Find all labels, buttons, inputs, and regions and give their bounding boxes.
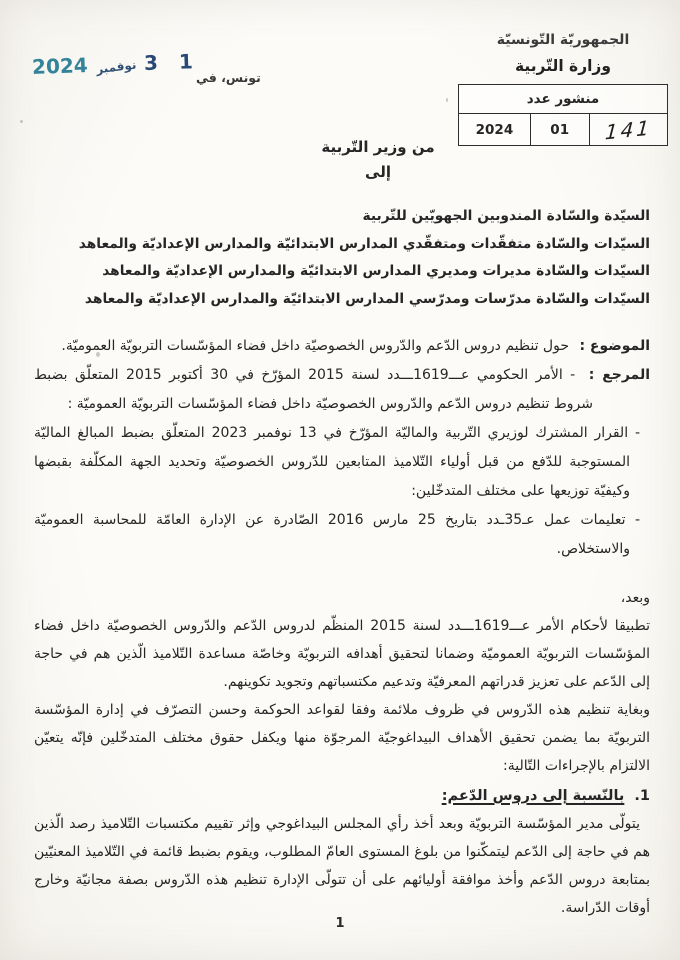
- circular-number-table: [458, 84, 668, 146]
- recipient-line: السيّدة والسّادة المندوبين الجهويّين للتّربية: [362, 208, 650, 224]
- scan-speck: [446, 98, 448, 102]
- circular-title-cell: منشور عدد: [459, 85, 668, 114]
- body-text: [34, 584, 650, 922]
- section-heading: [34, 782, 650, 810]
- ministry-title: وزارة التّربية: [515, 57, 611, 75]
- place-date-label: تونس، في: [196, 70, 261, 85]
- republic-title: الجمهوريّة التّونسيّة: [496, 32, 630, 48]
- section-title: بالنّسبة إلى دروس الدّعم:: [441, 788, 625, 804]
- subject-text: حول تنظيم دروس الدّعم والدّروس الخصوصيّة داخل فضاء المؤسّسات التربويّة العموميّة.: [61, 338, 569, 354]
- page-number: 1: [335, 916, 345, 931]
- recipient-line: السيّدات والسّادة مدرّسات ومدرّسي المدارس الابتدائيّة والمدارس الإعداديّة والمعاهد: [84, 290, 650, 307]
- recipients-list: [40, 203, 650, 313]
- subject-label: الموضوع :: [579, 338, 650, 354]
- reference-label: المرجع :: [588, 367, 650, 383]
- scan-speck: [20, 120, 23, 123]
- from-to-block: [38, 138, 680, 181]
- body-paragraph: وبغاية تنظيم هذه الدّروس في ظروف ملائمة وفقا لقواعد الحوكمة وحسن التصرّف في إدارة المؤسّسة التربويّة بما يضمن تحقيق الأهداف البيداغوجيّة المرجوّة منها ويكفل حقوق مختلف المتدخّلين فإنّه يتعيّن الالتزام بالإجراءات التّالية:: [34, 702, 650, 774]
- date-stamp: [32, 49, 201, 79]
- reference-item: - تعليمات عمل عـ35ـدد بتاريخ 25 مارس 2016 الصّادرة عن الإدارة العامّة للمحاسبة العموميّة والاستخلاص.: [34, 512, 640, 557]
- handwritten-serial: 141: [603, 114, 653, 145]
- recipient-line: السيّدات والسّادة مديرات ومديري المدارس الابتدائيّة والمدارس الإعداديّة والمعاهد: [102, 263, 650, 279]
- section-number: 1.: [634, 788, 650, 804]
- stamp-month: نوفمبر: [95, 57, 137, 77]
- subject-line: [34, 332, 650, 361]
- circular-month-cell: 01: [530, 114, 589, 146]
- opening-word: وبعد،: [620, 590, 650, 606]
- reference-item: [34, 361, 650, 419]
- from-line: من وزير التّربية: [321, 138, 435, 156]
- letterhead: [458, 32, 668, 146]
- recipient-line: السيّدات والسّادة متفقّدات ومتفقّدي المدارس الابتدائيّة والمدارس الإعداديّة والمعاهد: [78, 235, 650, 252]
- stamp-day: 1 3: [143, 49, 201, 76]
- reference-item: - القرار المشترك لوزيري التّربية والماليّة المؤرّخ في 13 نوفمبر 2023 المتعلّق بضبط المبالغ الماليّة المستوجبة للدّفع من قبل أولياء التّلاميذ المتابعين للدّروس الخصوصيّة وتحديد الجهة المكلّفة بقبضها وكيفيّة توزيعها على مختلف المتدخّلين:: [34, 425, 641, 499]
- section-paragraph: يتولّى مدير المؤسّسة التربويّة وبعد أخذ رأي المجلس البيداغوجي وإثر تقييم مكتسبات التّلاميذ رصد الّذين هم في حاجة إلى الدّعم ليتمكّنوا من بلوغ المستوى العامّ المطلوب، ويقوم بضبط قائمة في التّلاميذ المعنيّين بمتابعة دروس الدّعم وأخذ موافقة أوليائهم على أن تتولّى الإدارة تنظيم هذه الدّروس بصفة مجانيّة وخارج أوقات الدّراسة.: [34, 816, 650, 916]
- reference-text: - الأمر الحكومي عـــ1619ـــدد لسنة 2015 المؤرّخ في 30 أكتوبر 2015 المتعلّق بضبط شروط تنظيم دروس الدّعم والدّروس الخصوصيّة داخل فضاء المؤسّسات التربويّة العموميّة :: [34, 367, 593, 412]
- stamp-year: 2024: [31, 52, 89, 79]
- subject-reference-block: [34, 332, 650, 564]
- body-paragraph: تطبيقا لأحكام الأمر عـــ1619ـــدد لسنة 2015 المنظّم لدروس الدّعم والدّروس الخصوصيّة داخل فضاء المؤسّسات التربويّة العموميّة وضمانا لتحقيق أهدافه التربويّة وخاصّة مساعدة التّلاميذ الّذين هم في حاجة إلى الدّعم على تعزيز قدراتهم المعرفيّة وتدعيم مكتسباتهم وتجويد تكوينهم.: [34, 618, 650, 690]
- table-row: [459, 85, 668, 114]
- circular-year-cell: 2024: [459, 114, 531, 146]
- to-label: إلى: [365, 163, 391, 181]
